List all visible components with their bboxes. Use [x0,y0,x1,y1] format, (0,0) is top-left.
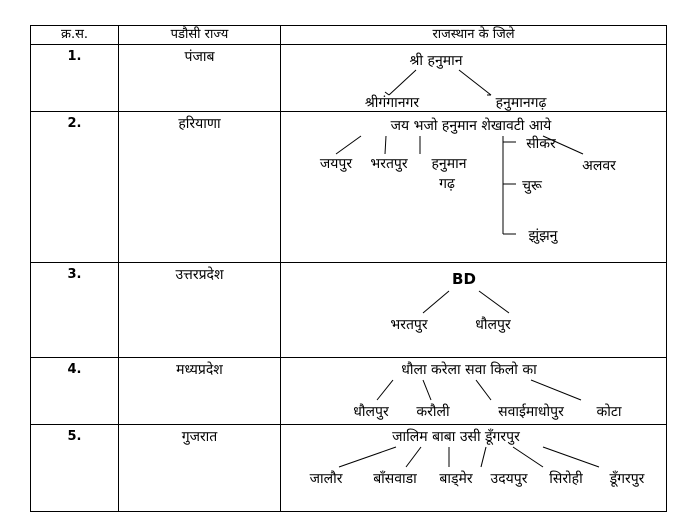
district-label: झुंझनु [528,228,558,244]
branch-line [481,447,486,467]
district-tree [281,358,667,424]
district-diagram [281,263,667,358]
district-tree [281,112,667,262]
district-label: अलवर [582,158,616,174]
header-districts: राजस्थान के जिले [281,26,667,45]
serial-number: 3. [31,263,119,358]
district-diagram [281,112,667,263]
district-diagram [281,358,667,425]
district-label: हनुमानगढ़ [495,95,547,111]
district-label: धौलपुर [353,404,389,420]
branch-line [476,380,491,400]
header-serial: क्र.स. [31,26,119,45]
district-tree [281,425,667,511]
district-label: श्रीगंगानगर [364,95,420,111]
table-row [31,45,667,112]
state-name: मध्यप्रदेश [119,358,281,425]
mnemonic-text: धौला करेला सवा किलो का [401,362,537,378]
state-name: हरियाणा [119,112,281,263]
branch-line [459,70,491,95]
district-label: जालौर [309,471,343,487]
neighbor-states-table [30,25,667,512]
mnemonic-text: जालिम बाबा उसी डूँगरपुर [392,429,520,445]
district-label: सीकर [526,136,556,152]
header-row [31,26,667,45]
district-label: भरतपुर [390,317,428,333]
district-label: डूँगरपुर [609,471,645,487]
district-label: उदयपुर [490,471,528,487]
district-diagram [281,425,667,512]
district-label: करौली [416,404,450,420]
state-name: गुजरात [119,425,281,512]
branch-line [377,380,393,400]
branch-line [339,447,396,467]
district-tree [281,45,667,111]
district-label: बाँसवाडा [373,471,417,487]
branch-line [336,136,361,154]
table-row [31,358,667,425]
serial-number: 4. [31,358,119,425]
table-row [31,425,667,512]
branch-line [531,380,581,400]
mnemonic-text: श्री हनुमान [409,53,463,69]
state-name: उत्तरप्रदेश [119,263,281,358]
district-label: जयपुर [319,156,353,172]
district-label: चुरू [522,178,542,194]
mnemonic-text: जय भजो हनुमान शेखावटी आये [390,118,552,134]
district-label: हनुमान [431,156,467,172]
serial-number: 2. [31,112,119,263]
district-label: सिरोही [549,471,583,487]
branch-line [513,447,543,467]
serial-number: 1. [31,45,119,112]
district-diagram [281,45,667,112]
branch-line [406,447,421,467]
mnemonic-text: BD [452,270,476,288]
branch-line [543,447,599,467]
branch-line [389,70,416,95]
header-state: पडौसी राज्य [119,26,281,45]
district-label: कोटा [596,404,622,420]
district-label: भरतपुर [370,156,408,172]
serial-number: 5. [31,425,119,512]
district-tree [281,263,667,357]
branch-line [423,380,431,400]
district-label: गढ़ [439,176,455,192]
branch-line [423,291,449,313]
district-label: सवाईमाधोपुर [498,404,564,420]
district-label: बाड्मेर [439,471,473,487]
branch-line [385,136,386,154]
district-label: धौलपुर [475,317,511,333]
state-name: पंजाब [119,45,281,112]
table-row [31,263,667,358]
branch-line [479,291,509,313]
table-row [31,112,667,263]
